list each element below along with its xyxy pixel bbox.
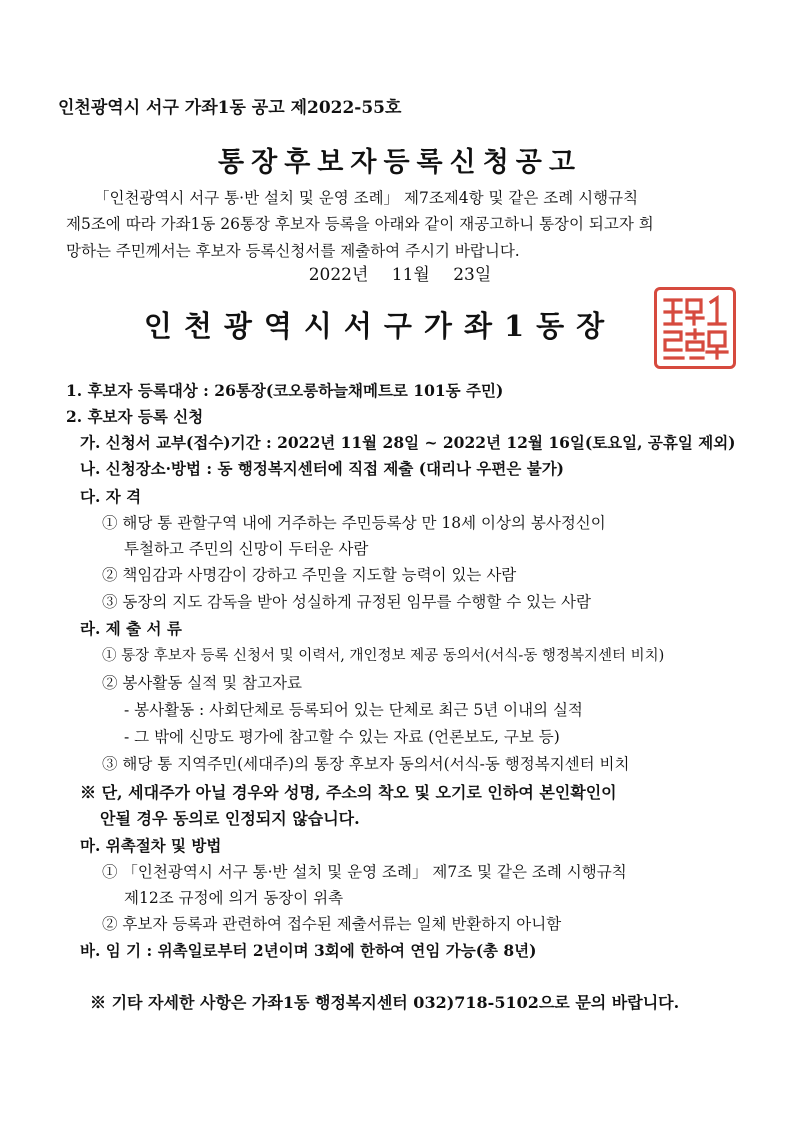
notice-title: 통장후보자등록신청공고	[218, 147, 582, 178]
item-na: 나. 신청장소·방법 : 동 행정복지센터에 직접 제출 (대리나 우편은 불가)	[80, 459, 565, 478]
ma-2: ② 후보자 등록과 관련하여 접수된 제출서류는 일체 반환하지 아니함	[102, 915, 562, 933]
notice-date: 2022년 11월 23일	[308, 265, 492, 285]
section-2: 2. 후보자 등록 신청	[66, 407, 204, 426]
seal-glyphs-icon	[657, 290, 733, 366]
contact-note: ※ 기타 자세한 사항은 가좌1동 행정복지센터 032)718-5102으로 문의 바랍니다.	[90, 993, 680, 1012]
issuer-name: 인천광역시서구가좌1동장	[143, 309, 617, 343]
da-3: ③ 동장의 지도 감독을 받아 성실하게 규정된 임무를 수행할 수 있는 사람	[102, 593, 591, 611]
note-line-1: ※ 단, 세대주가 아닐 경우와 성명, 주소의 착오 및 오기로 인하여 본인확인이	[80, 783, 617, 802]
ra-1: ① 통장 후보자 등록 신청서 및 이력서, 개인정보 제공 동의서(서식-동 행정복지센터 비치)	[102, 648, 665, 664]
section-1: 1. 후보자 등록대상 : 26통장(코오롱하늘채메트로 101동 주민)	[66, 381, 504, 400]
intro-line-1: 「인천광역시 서구 통·반 설치 및 운영 조례」 제7조제4항 및 같은 조례 시행규칙	[94, 189, 639, 207]
ra-2: ② 봉사활동 실적 및 참고자료	[102, 674, 302, 692]
item-ba: 바. 임 기 : 위촉일로부터 2년이며 3회에 한하여 연임 가능(총 8년)	[80, 941, 537, 960]
item-ma: 마. 위촉절차 및 방법	[80, 836, 222, 855]
item-ga: 가. 신청서 교부(접수)기간 : 2022년 11월 28일 ~ 2022년 12월 16일(토요일, 공휴일 제외)	[80, 433, 736, 452]
ra-2-b: - 그 밖에 신망도 평가에 참고할 수 있는 자료 (언론보도, 구보 등)	[124, 728, 560, 746]
intro-line-3: 망하는 주민께서는 후보자 등록신청서를 제출하여 주시기 바랍니다.	[66, 242, 520, 260]
intro-line-2: 제5조에 따라 가좌1동 26통장 후보자 등록을 아래와 같이 재공고하니 통장이 되고자 희	[66, 215, 654, 233]
note-line-2: 안될 경우 동의로 인정되지 않습니다.	[100, 809, 360, 828]
ma-1-line-2: 제12조 규정에 의거 동장이 위촉	[124, 889, 344, 907]
ma-1-line-1: ① 「인천광역시 서구 통·반 설치 및 운영 조례」 제7조 및 같은 조례 시행규칙	[102, 863, 627, 881]
official-seal	[654, 287, 736, 369]
ra-2-a: - 봉사활동 : 사회단체로 등록되어 있는 단체로 최근 5년 이내의 실적	[124, 701, 583, 719]
item-ra: 라. 제 출 서 류	[80, 619, 182, 638]
notice-number: 인천광역시 서구 가좌1동 공고 제2022-55호	[58, 98, 402, 118]
ra-3: ③ 해당 통 지역주민(세대주)의 통장 후보자 동의서(서식-동 행정복지센터 비치	[102, 755, 630, 773]
item-da: 다. 자 격	[80, 487, 142, 506]
da-1-line-1: ① 해당 통 관할구역 내에 거주하는 주민등록상 만 18세 이상의 봉사정신이	[102, 514, 606, 532]
da-2: ② 책임감과 사명감이 강하고 주민을 지도할 능력이 있는 사람	[102, 566, 517, 584]
da-1-line-2: 투철하고 주민의 신망이 두터운 사람	[124, 540, 369, 558]
